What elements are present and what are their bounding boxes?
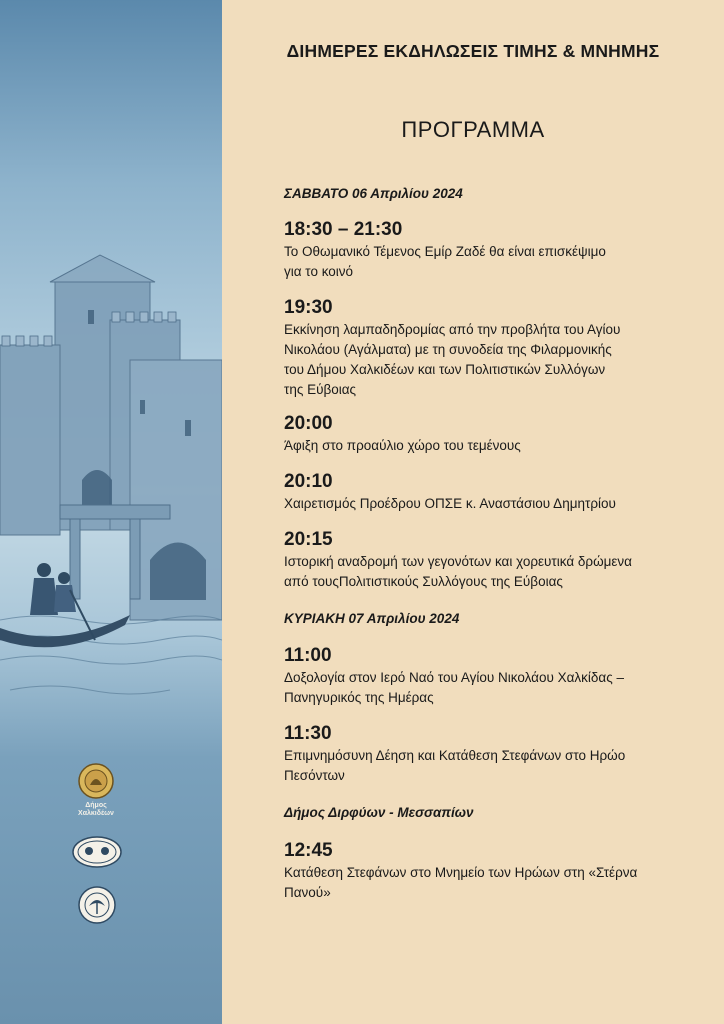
event-description (284, 436, 704, 456)
event-time: 20:10 (284, 471, 333, 492)
illustration-panel (0, 0, 222, 1024)
event-time: 11:30 (284, 723, 332, 744)
municipality-caption-line-2: Χαλκιδέων (78, 810, 114, 817)
municipality-seal-icon (78, 763, 114, 799)
event-description (284, 746, 704, 786)
event-description (284, 552, 704, 592)
municipality-caption-line-1: Δήμος (85, 802, 107, 809)
event-description-line: Χαιρετισμός Προέδρου ΟΠΣΕ κ. Αναστάσιου Δημητρίου (284, 496, 616, 511)
event-description (284, 494, 704, 514)
event-description-line: Πεσόντων (284, 768, 345, 783)
event-time: 19:30 (284, 297, 333, 318)
event-description-line: Κατάθεση Στεφάνων στο Μνημείο των Ηρώων στη «Στέρνα (284, 865, 638, 880)
event-time: 20:15 (284, 529, 333, 550)
event-description-line: Δοξολογία στον Ιερό Ναό του Αγίου Νικολάου Χαλκίδας – (284, 670, 624, 685)
castle-illustration (0, 0, 222, 1024)
day-label-saturday: ΣΑΒΒΑΤΟ 06 Απριλίου 2024 (284, 186, 463, 201)
municipality-caption (64, 802, 128, 818)
event-time: 18:30 – 21:30 (284, 219, 403, 240)
event-description-line: της Εύβοιας (284, 382, 357, 397)
event-description-line: Επιμνημόσυνη Δέηση και Κατάθεση Στεφάνων στο Ηρώο (284, 748, 626, 763)
event-description-line: Ιστορική αναδρομή των γεγονότων και χορευτικά δρώμενα (284, 554, 632, 569)
event-description-line: για το κοινό (284, 264, 354, 279)
event-description (284, 320, 704, 400)
event-description (284, 863, 704, 903)
municipality-label: Δήμος Διρφύων - Μεσσαπίων (284, 805, 474, 820)
federation-emblem-icon (78, 886, 116, 924)
event-description-line: Νικολάου (Αγάλματα) με τη συνοδεία της Φιλαρμονικής (284, 342, 612, 357)
event-description-line: του Δήμου Χαλκιδέων και των Πολιτιστικών Συλλόγων (284, 362, 606, 377)
event-description-line: από τουςΠολιτιστικούς Συλλόγους της Εύβοιας (284, 574, 563, 589)
association-emblem-icon (72, 836, 122, 868)
program-title: ΠΡΟΓΡΑΜΜΑ (401, 117, 545, 142)
event-time: 12:45 (284, 840, 333, 861)
event-description-line: Εκκίνηση λαμπαδηδρομίας από την προβλήτα του Αγίου (284, 322, 621, 337)
day-label-sunday: ΚΥΡΙΑΚΗ 07 Απριλίου 2024 (284, 611, 460, 626)
event-description (284, 242, 704, 282)
event-description-line: Άφιξη στο προαύλιο χώρο του τεμένους (284, 438, 521, 453)
event-time: 11:00 (284, 645, 332, 666)
event-description-line: Πανού» (284, 885, 331, 900)
event-time: 20:00 (284, 413, 333, 434)
event-description-line: Το Οθωμανικό Τέμενος Εμίρ Ζαδέ θα είναι επισκέψιμο (284, 244, 606, 259)
event-title: ΔΙΗΜΕΡΕΣ ΕΚΔΗΛΩΣΕΙΣ ΤΙΜΗΣ & ΜΝΗΜΗΣ (286, 41, 660, 61)
event-description (284, 668, 704, 708)
event-description-line: Πανηγυρικός της Ημέρας (284, 690, 434, 705)
